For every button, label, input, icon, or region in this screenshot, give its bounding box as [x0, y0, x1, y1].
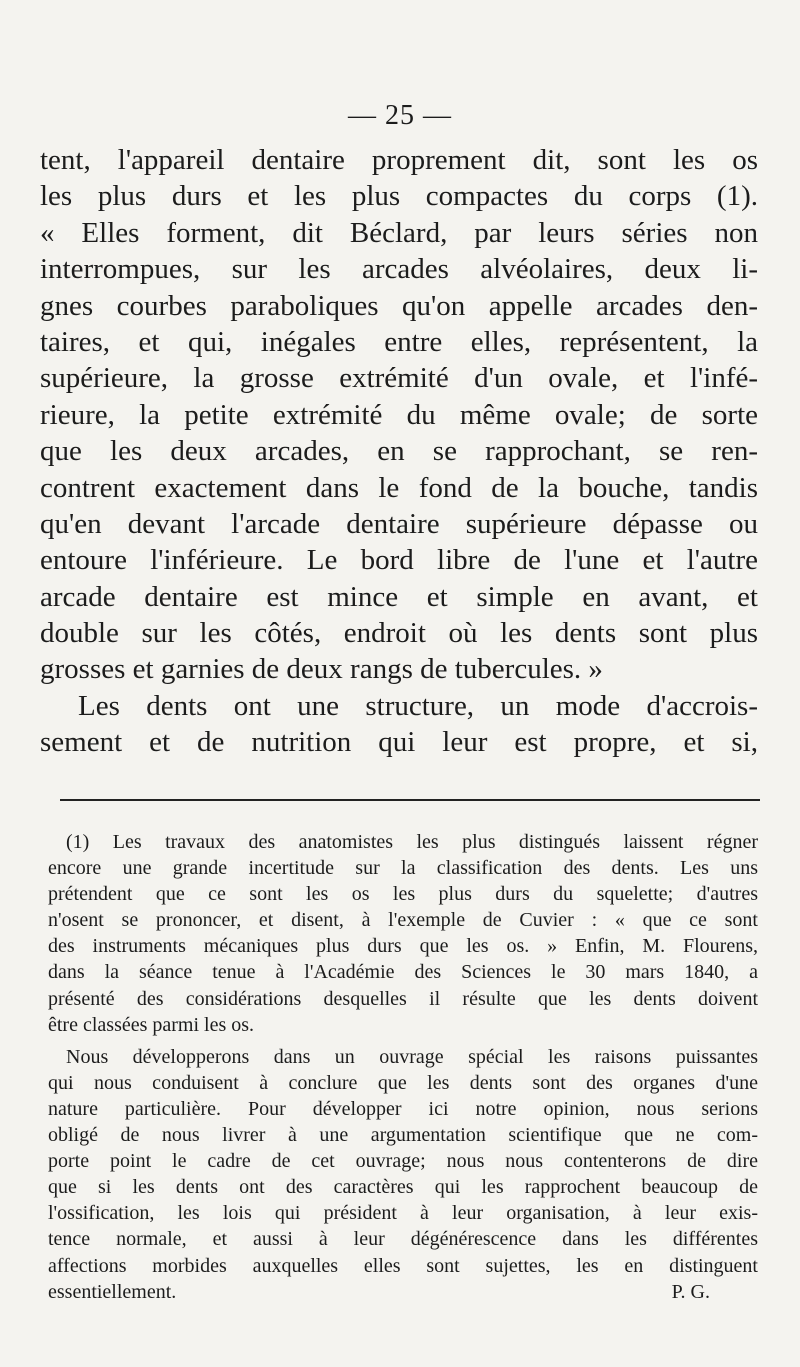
- footnote-line: essentiellement.: [48, 1280, 177, 1303]
- text-line: Les dents ont une structure, un mode d'accrois-: [78, 689, 758, 722]
- text-line: interrompues, sur les arcades alvéolaires, deux li-: [40, 253, 758, 286]
- footnote-line: encore une grande incertitude sur la classification des dents. Les uns: [48, 857, 758, 880]
- text-line: qu'en devant l'arcade dentaire supérieure dépasse ou: [40, 507, 758, 540]
- footnote-line: l'ossification, les lois qui président à leur organisation, à leur exis-: [48, 1202, 758, 1225]
- footnote-divider: [60, 799, 760, 801]
- text-line: supérieure, la grosse extrémité d'un ovale, et l'infé-: [40, 362, 758, 395]
- footnote-line: porte point le cadre de cet ouvrage; nous nous contenterons de dire: [48, 1150, 758, 1173]
- footnote-line: prétendent que ce sont les os les plus durs du squelette; d'autres: [48, 883, 758, 906]
- page-number: — 25 —: [348, 100, 452, 131]
- footnote-line: affections morbides auxquelles elles sont sujettes, les en distinguent: [48, 1254, 758, 1277]
- text-line: taires, et qui, inégales entre elles, représentent, la: [40, 325, 758, 358]
- footnote-line: des instruments mécaniques plus durs que les os. » Enfin, M. Flourens,: [48, 935, 758, 958]
- text-line: sement et de nutrition qui leur est propre, et si,: [40, 726, 758, 759]
- footnote-line: tence normale, et aussi à leur dégénérescence dans les différentes: [48, 1228, 758, 1251]
- text-line: entoure l'inférieure. Le bord libre de l'une et l'autre: [40, 544, 758, 577]
- footnote-line: qui nous conduisent à conclure que les dents sont des organes d'une: [48, 1071, 758, 1094]
- footnote-line: nature particulière. Pour développer ici notre opinion, nous serions: [48, 1097, 758, 1120]
- author-signature: P. G.: [671, 1280, 710, 1303]
- text-line: grosses et garnies de deux rangs de tubercules. »: [40, 653, 603, 686]
- text-line: « Elles forment, dit Béclard, par leurs séries non: [40, 216, 758, 249]
- text-line: gnes courbes paraboliques qu'on appelle arcades den-: [40, 289, 758, 322]
- footnote-line: dans la séance tenue à l'Académie des Sciences le 30 mars 1840, a: [48, 961, 758, 984]
- text-line: les plus durs et les plus compactes du corps (1).: [40, 180, 758, 213]
- footnote: [48, 829, 758, 1305]
- text-line: arcade dentaire est mince et simple en avant, et: [40, 580, 758, 613]
- footnote-line: n'osent se prononcer, et disent, à l'exemple de Cuvier : « que ce sont: [48, 909, 758, 932]
- text-line: rieure, la petite extrémité du même ovale; de sorte: [40, 398, 758, 431]
- footnote-line: être classées parmi les os.: [48, 1013, 255, 1036]
- footnote-line: obligé de nous livrer à une argumentation scientifique que ne com-: [48, 1124, 758, 1147]
- main-text: [40, 142, 758, 761]
- text-line: contrent exactement dans le fond de la bouche, tandis: [40, 471, 758, 504]
- footnote-line: présenté des considérations desquelles il résulte que les dents doivent: [48, 987, 758, 1010]
- closing-line: [48, 1279, 758, 1305]
- footnote-line: (1) Les travaux des anatomistes les plus distingués laissent régner: [66, 831, 758, 853]
- footnote-line: Nous développerons dans un ouvrage spécial les raisons puissantes: [66, 1045, 758, 1068]
- footnote-line: que si les dents ont des caractères qui les rapprochent beaucoup de: [48, 1176, 758, 1199]
- text-line: tent, l'appareil dentaire proprement dit, sont les os: [40, 144, 758, 176]
- text-line: double sur les côtés, endroit où les dents sont plus: [40, 617, 758, 650]
- text-line: que les deux arcades, en se rapprochant, se ren-: [40, 435, 758, 468]
